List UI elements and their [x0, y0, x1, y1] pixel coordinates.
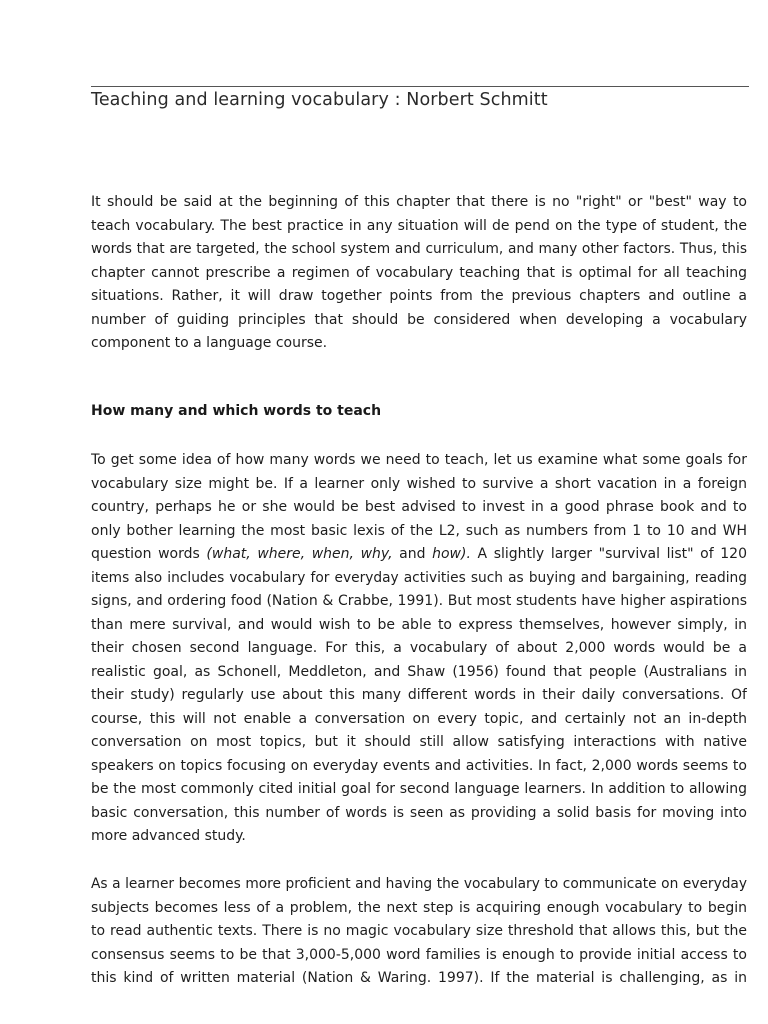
text-line: consensus seems to be that 3,000-5,000 word families is enough to provide initial access to: [91, 946, 747, 963]
text-segment: question words: [91, 546, 207, 562]
text-segment: A slightly larger "survival list" of 120: [470, 546, 747, 562]
italic-segment: how).: [432, 546, 471, 562]
text-line: more advanced study.: [91, 828, 246, 844]
text-line: subjects becomes less of a problem, the next step is acquiring enough vocabulary to begin: [91, 899, 747, 916]
text-line: teach vocabulary. The best practice in any situation will de pend on the type of student, the: [91, 217, 747, 234]
text-line: component to a language course.: [91, 335, 328, 351]
paragraph-intro: [91, 191, 747, 356]
text-line: As a learner becomes more proficient and having the vocabulary to communicate on everyday: [91, 876, 747, 892]
document-title: Teaching and learning vocabulary : Norbert Schmitt: [91, 90, 548, 110]
text-line: only bother learning the most basic lexis of the L2, such as numbers from 1 to 10 and WH: [91, 522, 747, 539]
text-line: basic conversation, this number of words is seen as providing a solid basis for moving into: [91, 804, 747, 821]
text-line: course, this will not enable a conversation on every topic, and certainly not an in-depth: [91, 710, 747, 727]
section-heading: How many and which words to teach: [91, 403, 382, 419]
paragraph-proficient-learner: [91, 873, 747, 991]
text-line: speakers on topics focusing on everyday events and activities. In fact, 2,000 words seems to: [91, 757, 747, 774]
text-line: this kind of written material (Nation & Waring. 1997). If the material is challenging, as in: [91, 970, 747, 986]
text-line: their study) regularly use about this many different words in their daily conversations. Of: [91, 687, 747, 703]
text-line: It should be said at the beginning of this chapter that there is no "right" or "best" way to: [91, 194, 747, 210]
text-line: than mere survival, and would wish to be able to express themselves, however simply, in: [91, 616, 747, 633]
text-segment: and: [392, 546, 433, 562]
paragraph-how-many-words: [91, 449, 747, 849]
text-line: vocabulary size might be. If a learner only wished to survive a short vacation in a foreign: [91, 475, 747, 492]
text-line: To get some idea of how many words we need to teach, let us examine what some goals for: [91, 452, 747, 468]
text-line: chapter cannot prescribe a regimen of vocabulary teaching that is optimal for all teaching: [91, 264, 747, 281]
text-line: conversation on most topics, but it should still allow satisfying interactions with native: [91, 734, 747, 750]
text-line: situations. Rather, it will draw together points from the previous chapters and outline a: [91, 288, 747, 304]
text-line: their chosen second language. For this, a vocabulary of about 2,000 words would be a: [91, 640, 747, 656]
text-line: signs, and ordering food (Nation & Crabbe, 1991). But most students have higher aspirations: [91, 593, 747, 609]
text-line: number of guiding principles that should be considered when developing a vocabulary: [91, 311, 747, 328]
italic-segment: (what, where, when, why,: [206, 546, 393, 562]
text-line: to read authentic texts. There is no magic vocabulary size threshold that allows this, but the: [91, 923, 747, 939]
text-line: realistic goal, as Schonell, Meddleton, and Shaw (1956) found that people (Australians in: [91, 663, 747, 680]
header-rule: [91, 86, 749, 87]
text-line: be the most commonly cited initial goal for second language learners. In addition to allowing: [91, 781, 747, 797]
text-line: words that are targeted, the school system and curriculum, and many other factors. Thus, this: [91, 241, 747, 257]
text-line-question-words: [91, 543, 747, 567]
text-line: items also includes vocabulary for everyday activities such as buying and bargaining, reading: [91, 569, 747, 586]
text-line: country, perhaps he or she would be best advised to invest in a good phrase book and to: [91, 499, 747, 515]
